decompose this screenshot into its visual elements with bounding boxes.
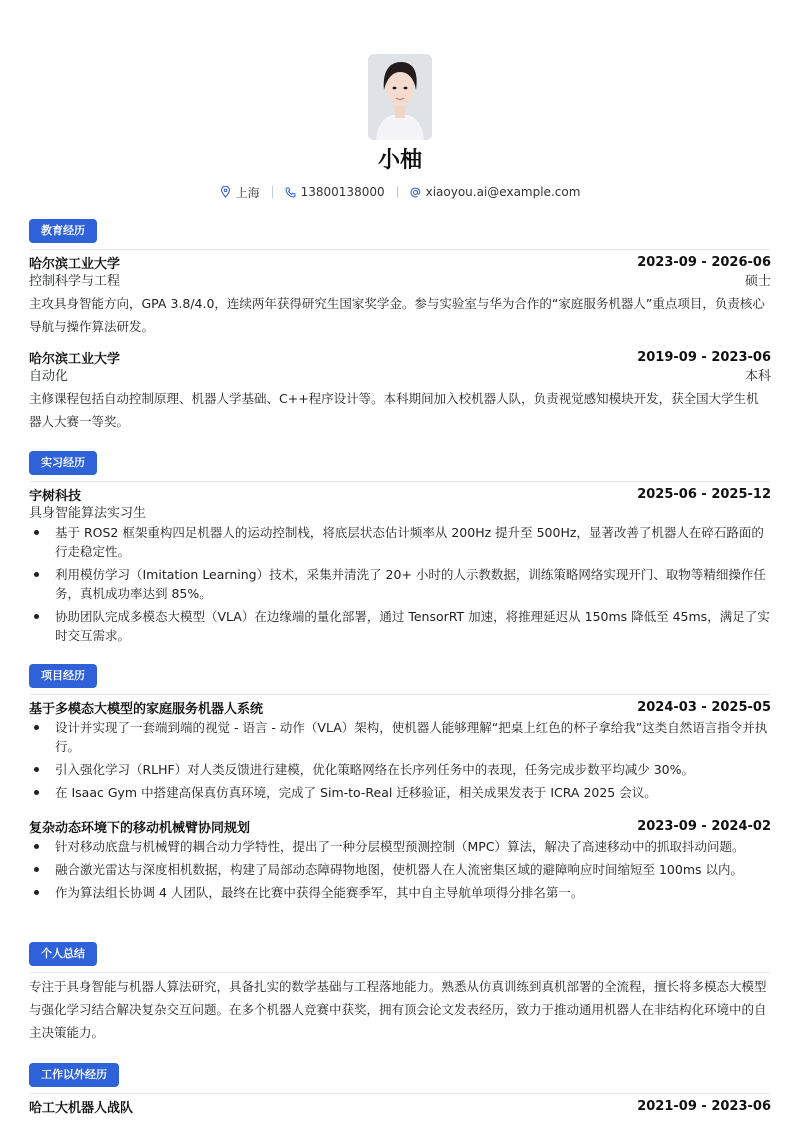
education-entry-1-sub — [29, 270, 771, 288]
contact-separator — [272, 186, 273, 198]
email-text: xiaoyou.ai@example.com — [425, 185, 581, 199]
section-title-internship: 实习经历 — [29, 451, 97, 475]
date-range: 2025-06 - 2025-12 — [637, 486, 771, 502]
date-range: 2024-03 - 2025-05 — [637, 699, 771, 715]
project-name: 复杂动态环境下的移动机械臂协同规划 — [29, 820, 251, 836]
list-item: 作为算法组长协调 4 人团队，最终在比赛中获得全能赛季军，其中自主导航单项得分排名第一。 — [29, 883, 771, 902]
list-item: 基于 ROS2 框架重构四足机器人的运动控制栈，将底层状态估计频率从 200Hz 提升至 500Hz，显著改善了机器人在碎石路面的行走稳定性。 — [29, 523, 771, 561]
contact-separator — [397, 186, 398, 198]
project-name: 基于多模态大模型的家庭服务机器人系统 — [29, 701, 264, 717]
phone-icon — [285, 187, 296, 198]
project-entry-2-bullets — [29, 837, 771, 906]
avatar-portrait-icon — [368, 54, 432, 140]
list-item: 设计并实现了一套端到端的视觉 - 语言 - 动作（VLA）架构，使机器人能够理解“把桌上红色的杯子拿给我”这类自然语言指令并执行。 — [29, 718, 771, 756]
education-entry-2-sub — [29, 365, 771, 383]
contact-phone[interactable] — [285, 185, 385, 199]
contact-location — [220, 184, 260, 201]
contact-email[interactable] — [410, 185, 581, 199]
organization-name: 哈工大机器人战队 — [29, 1100, 134, 1116]
list-item: 在 Isaac Gym 中搭建高保真仿真环境，完成了 Sim-to-Real 迁移验证，相关成果发表于 ICRA 2025 会议。 — [29, 783, 771, 802]
education-entry-2-description: 主修课程包括自动控制原理、机器人学基础、C++程序设计等。本科期间加入校机器人队，负责视觉感知模块开发，获全国大学生机器人大赛一等奖。 — [29, 391, 759, 429]
section-divider — [29, 481, 771, 482]
education-entry-1-description: 主攻具身智能方向，GPA 3.8/4.0，连续两年获得研究生国家奖学金。参与实验室与华为合作的“家庭服务机器人”重点项目，负责核心导航与操作算法研发。 — [29, 296, 765, 334]
internship-entry-1-sub — [29, 502, 771, 520]
location-pin-icon — [220, 186, 231, 198]
section-title-education: 教育经历 — [29, 219, 97, 243]
contact-line — [0, 183, 800, 201]
role: 具身智能算法实习生 — [29, 505, 147, 521]
section-divider — [29, 249, 771, 250]
section-divider — [29, 1093, 771, 1094]
education-entry-1-header — [29, 253, 771, 271]
section-divider — [29, 694, 771, 695]
section-title-summary: 个人总结 — [29, 942, 97, 966]
summary-text: 专注于具身智能与机器人算法研究，具备扎实的数学基础与工程落地能力。熟悉从仿真训练到真机部署的全流程，擅长将多模态大模型与强化学习结合解决复杂交互问题。在多个机器人竞赛中获奖，拥有顶会论文发表经历，致力于推动通用机器人在非结构化环境中的自主决策能力。 — [29, 979, 767, 1040]
internship-entry-1-header — [29, 485, 771, 503]
major: 控制科学与工程 — [29, 273, 121, 289]
project-entry-1-header — [29, 698, 771, 716]
school-name: 哈尔滨工业大学 — [29, 256, 121, 272]
date-range: 2019-09 - 2023-06 — [637, 349, 771, 365]
major: 自动化 — [29, 368, 69, 384]
email-at-icon — [410, 187, 421, 198]
list-item: 引入强化学习（RLHF）对人类反馈进行建模，优化策略网络在长序列任务中的表现，任务完成步数平均减少 30%。 — [29, 760, 771, 779]
internship-entry-1-bullets — [29, 523, 771, 649]
degree: 本科 — [744, 368, 771, 384]
candidate-name: 小柚 — [377, 148, 422, 173]
education-entry-2-header — [29, 348, 771, 366]
section-divider — [29, 972, 771, 973]
list-item: 融合激光雷达与深度相机数据，构建了局部动态障碍物地图，使机器人在人流密集区域的避障响应时间缩短至 100ms 以内。 — [29, 860, 771, 879]
company-name: 宇树科技 — [29, 488, 82, 504]
project-entry-2-header — [29, 817, 771, 835]
avatar — [368, 54, 432, 140]
date-range: 2021-09 - 2023-06 — [637, 1098, 771, 1114]
project-entry-1-bullets — [29, 718, 771, 806]
date-range: 2023-09 - 2026-06 — [637, 254, 771, 270]
extra-entry-1-header — [29, 1097, 771, 1115]
list-item: 针对移动底盘与机械臂的耦合动力学特性，提出了一种分层模型预测控制（MPC）算法，解决了高速移动中的抓取抖动问题。 — [29, 837, 771, 856]
section-title-extra: 工作以外经历 — [29, 1063, 119, 1087]
degree: 硕士 — [744, 273, 771, 289]
list-item: 协助团队完成多模态大模型（VLA）在边缘端的量化部署，通过 TensorRT 加速，将推理延迟从 150ms 降低至 45ms，满足了实时交互需求。 — [29, 607, 771, 645]
location-text: 上海 — [235, 185, 260, 200]
date-range: 2023-09 - 2024-02 — [637, 818, 771, 834]
section-title-projects: 项目经历 — [29, 664, 97, 688]
school-name: 哈尔滨工业大学 — [29, 351, 121, 367]
list-item: 利用模仿学习（Imitation Learning）技术，采集并清洗了 20+ 小时的人示教数据，训练策略网络实现开门、取物等精细操作任务，真机成功率达到 85%。 — [29, 565, 771, 603]
phone-text: 13800138000 — [300, 185, 385, 199]
